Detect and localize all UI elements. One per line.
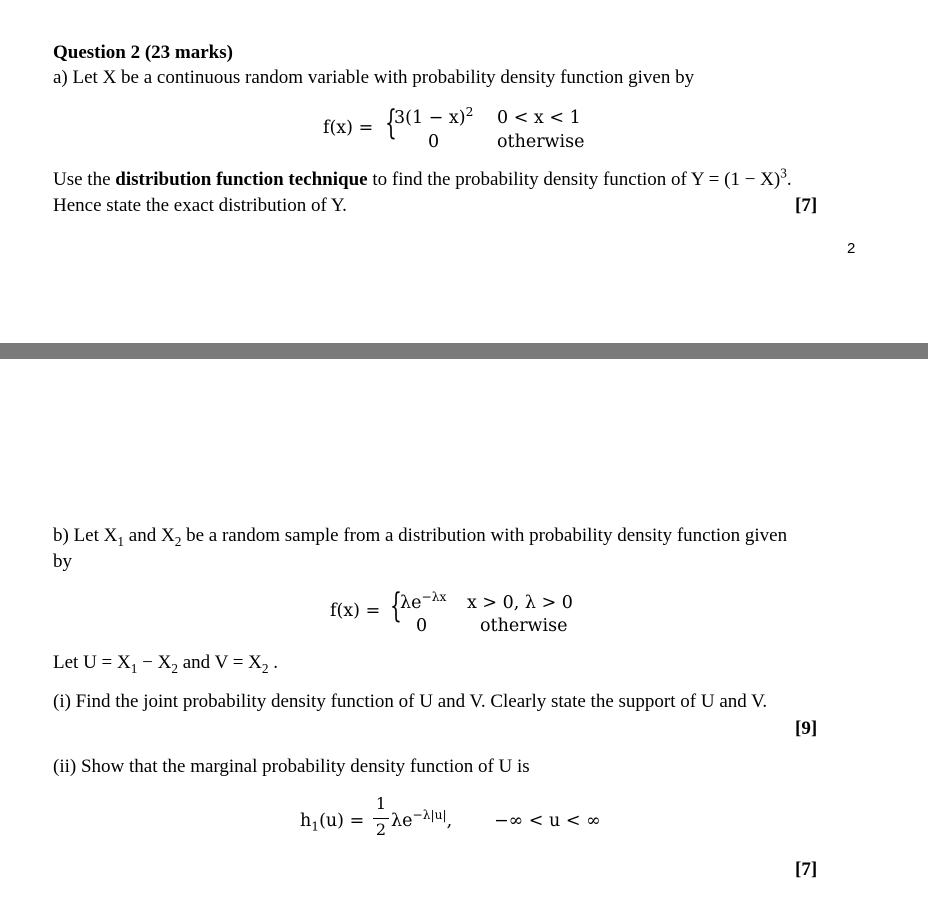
part-a-pdf-lhs: f(x) =: [323, 118, 374, 138]
h1-lhs: $h_1(u)$ =: [300, 811, 365, 834]
h1-frac-line: [373, 818, 389, 819]
part-a-case1-expr: $3(1 - x)^2$: [394, 105, 474, 128]
part-b-intro: b) Let $X_1$ and $X_2$ be a random sample from a distribution with probability density function given: [53, 525, 788, 549]
technique-emphasis: distribution function technique: [115, 169, 368, 190]
page-number: 2: [847, 240, 856, 257]
part-b-case2-expr: 0: [416, 616, 428, 636]
part-b-case1-expr: $\lambda e^{-\lambda x}$: [400, 590, 447, 613]
part-b-ii: (ii) Show that the marginal probability density function of U is: [53, 756, 530, 777]
part-a-case2-expr: 0: [428, 132, 440, 152]
part-b-left-brace: {: [390, 586, 402, 626]
part-a-hence: Hence state the exact distribution of Y.: [53, 195, 347, 216]
part-b-intro-line2: by: [53, 551, 72, 572]
part-b-i-marks: [9]: [795, 718, 818, 739]
page-divider: [0, 343, 928, 359]
part-b-i: (i) Find the joint probability density function of U and V. Clearly state the support of U and V.: [53, 691, 768, 712]
h1-range: −∞ < u < ∞: [494, 811, 601, 831]
part-a-marks: [7]: [795, 195, 818, 216]
h1-frac-numerator: 1: [375, 794, 387, 813]
part-a-case1-cond: 0 < x < 1: [497, 108, 581, 128]
h1-expr: $\lambda e^{-\lambda|u|}$,: [391, 808, 453, 831]
part-a-instruction: Use the distribution function technique to find the probability density function of $Y = (1 - X)^3$.: [53, 165, 792, 190]
part-b-ii-marks: [7]: [795, 859, 818, 880]
part-a-case2-cond: otherwise: [497, 132, 585, 152]
part-b-case1-cond: x > 0, λ > 0: [467, 593, 573, 613]
part-b-pdf-lhs: f(x) =: [330, 601, 381, 621]
question-title: Question 2 (23 marks): [53, 42, 233, 63]
h1-frac-denominator: 2: [375, 820, 387, 839]
part-b-let: Let $U = X_1 - X_2$ and $V = X_2$ .: [53, 652, 279, 676]
part-a-left-brace: {: [385, 103, 397, 143]
part-a-intro: a) Let X be a continuous random variable with probability density function given by: [53, 67, 695, 88]
part-b-case2-cond: otherwise: [480, 616, 568, 636]
